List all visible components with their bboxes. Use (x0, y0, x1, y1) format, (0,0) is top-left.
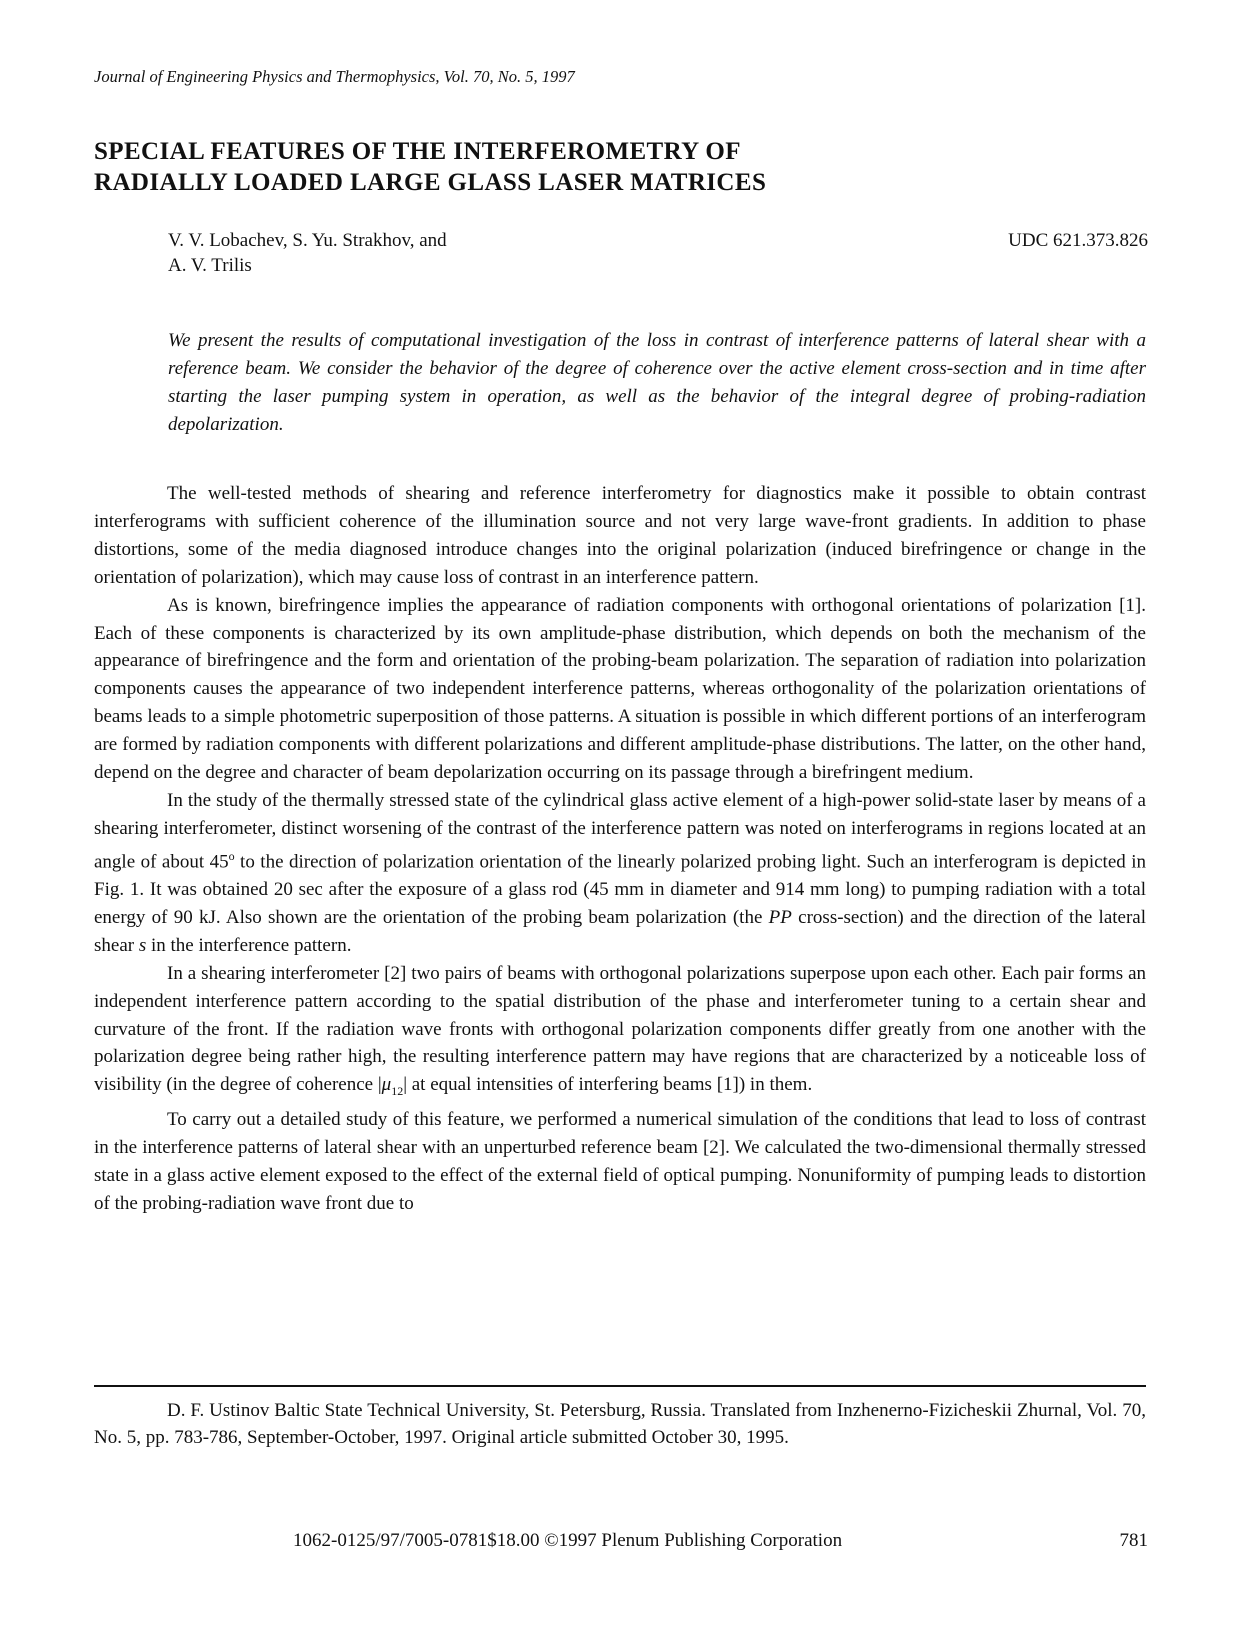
degree-superscript: o (228, 848, 235, 863)
udc-code: UDC 621.373.826 (1008, 230, 1148, 251)
paper-title-line-1: SPECIAL FEATURES OF THE INTERFEROMETRY OF (94, 138, 741, 165)
footnote-text: D. F. Ustinov Baltic State Technical University, St. Petersburg, Russia. Translated from Inzhenerno-Fizicheskii Zhurnal, Vol. 70, No. 5, pp. 783-786, September-October, 1997. Original article submitted October 30, 1995. (94, 1400, 1146, 1448)
paragraph-3-part-c: cross-section) and the direction of the lateral shear (94, 906, 1146, 956)
shear-symbol: s (138, 934, 147, 956)
paragraph-4-part-a: In a shearing interferometer [2] two pairs of beams with orthogonal polarizations superpose upon each other. Each pair forms an independent interference pattern according to the spatial distribution of the phase and interferometer tuning to a certain shear and curvature of the front. If the radiation wave fronts with orthogonal polarization components differ greatly from one another with the polarization degree being rather high, the resulting interference pattern may have regions that are characterized by a noticeable loss of visibility (in the degree of coherence | (94, 962, 1146, 1096)
paragraph-4 (94, 960, 1146, 1106)
paragraph-3 (94, 787, 1146, 960)
body-text (94, 480, 1146, 1218)
author-line-2: A. V. Trilis (168, 255, 252, 276)
pp-cross-section-label: PP (768, 906, 792, 928)
mu-subscript: 12 (391, 1084, 404, 1099)
paragraph-4-part-b: | at equal intensities of interfering beams [1]) in them. (403, 1074, 813, 1096)
paragraph-1: The well-tested methods of shearing and reference interferometry for diagnostics make it possible to obtain contrast interferograms with sufficient coherence of the illumination source and not very large wave-front gradients. In addition to phase distortions, some of the media diagnosed introduce changes into the original polarization (induced birefringence or change in the orientation of polarization), which may cause loss of contrast in an interference pattern. (94, 483, 1146, 588)
paper-title (94, 136, 994, 198)
page-number: 781 (1119, 1530, 1148, 1551)
abstract: We present the results of computational investigation of the loss in contrast of interference patterns of lateral shear with a reference beam. We consider the behavior of the degree of coherence over the active element cross-section and in time after starting the laser pumping system in operation, as well as the behavior of the integral degree of probing-radiation depolarization. (168, 330, 1146, 435)
publication-code: 1062-0125/97/7005-0781$18.00 ©1997 Plenum Publishing Corporation (293, 1530, 843, 1551)
paper-title-line-2: RADIALLY LOADED LARGE GLASS LASER MATRICES (94, 169, 767, 196)
paragraph-2: As is known, birefringence implies the appearance of radiation components with orthogonal orientations of polarization [1]. Each of these components is characterized by its own amplitude-phase distribution, which depends on both the mechanism of the appearance of birefringence and the form and orientation of the probing-beam polarization. The separation of radiation into polarization components causes the appearance of two independent interference patterns, whereas orthogonality of the polarization orientations of beams leads to a simple photometric superposition of those patterns. A situation is possible in which different portions of an interferogram are formed by radiation components with different polarizations and different amplitude-phase distributions. The latter, on the other hand, depend on the degree and character of beam depolarization occurring on its passage through a birefringent medium. (94, 594, 1146, 784)
footnote-divider (94, 1385, 1146, 1387)
paragraph-3-part-d: in the interference pattern. (146, 934, 352, 956)
paragraph-5: To carry out a detailed study of this feature, we performed a numerical simulation of the conditions that lead to loss of contrast in the interference patterns of lateral shear with an unperturbed reference beam [2]. We calculated the two-dimensional thermally stressed state in a glass active element exposed to the effect of the external field of optical pumping. Nonuniformity of pumping leads to distortion of the probing-radiation wave front due to (94, 1109, 1146, 1214)
author-line-1: V. V. Lobachev, S. Yu. Strakhov, and (168, 230, 447, 251)
mu-symbol: μ (381, 1074, 392, 1096)
paragraph-3-part-a: In the study of the thermally stressed state of the cylindrical glass active element of a high-power solid-state laser by means of a shearing interferometer, distinct worsening of the contrast of the interference pattern was noted on interferograms in regions located at an angle of about 45 (94, 789, 1146, 873)
footnote (94, 1397, 1146, 1451)
journal-header: Journal of Engineering Physics and Thermophysics, Vol. 70, No. 5, 1997 (94, 67, 575, 86)
paragraph-3-part-b: to the direction of polarization orientation of the linearly polarized probing light. Such an interferogram is depicted in Fig. 1. It was obtained 20 sec after the exposure of a glass rod (45 mm in diameter and 914 mm long) to pumping radiation with a total energy of 90 kJ. Also shown are the orientation of the probing beam polarization (the (94, 851, 1147, 928)
author-list (168, 228, 447, 278)
